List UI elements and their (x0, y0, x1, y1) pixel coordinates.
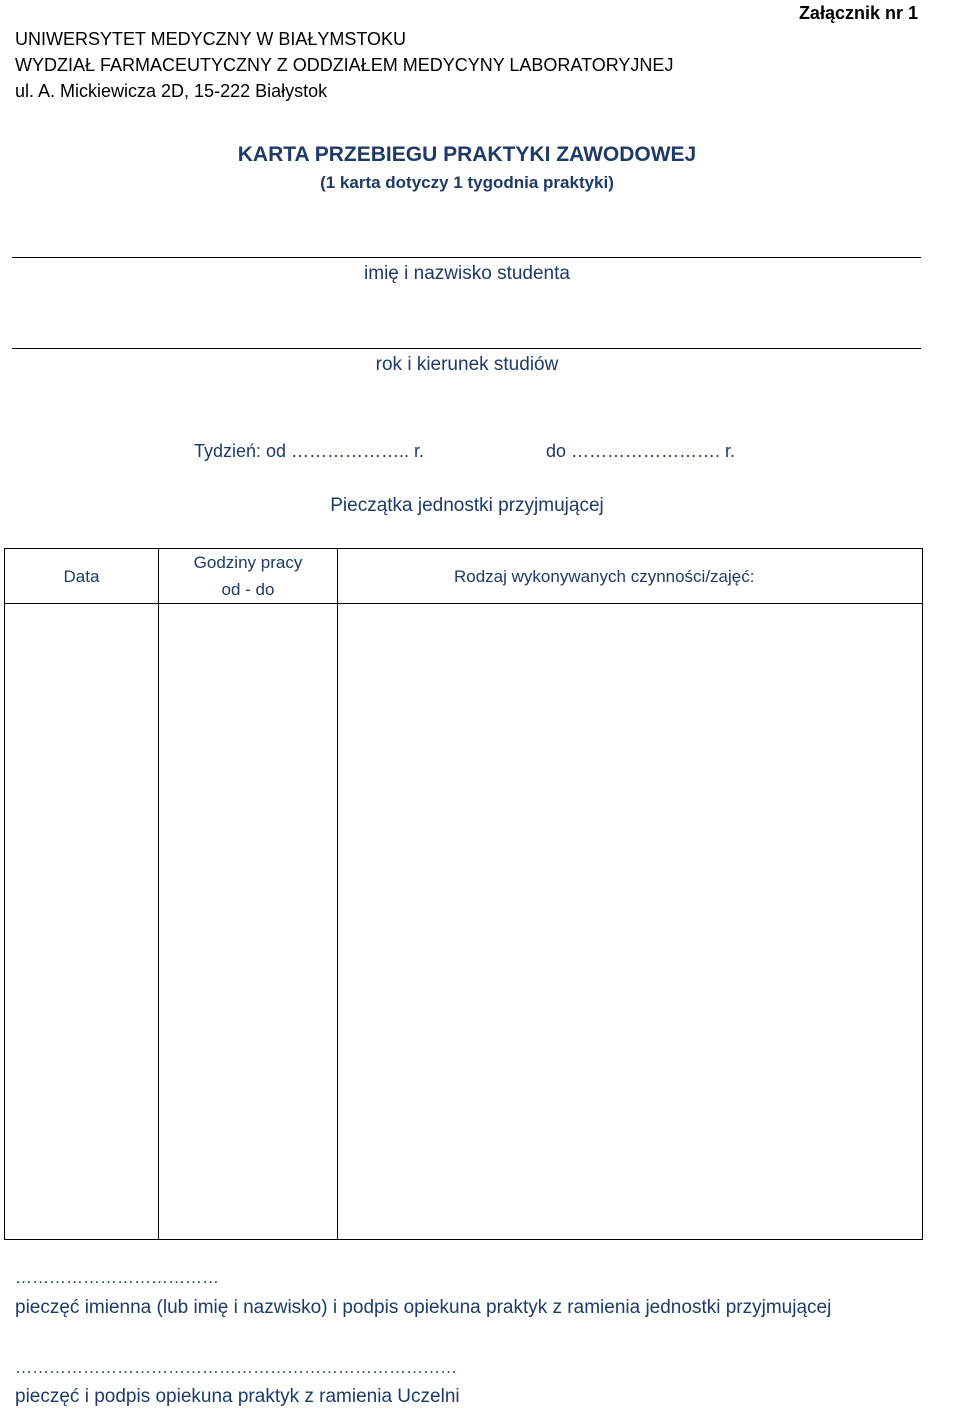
year-field-label: rok i kierunek studiów (375, 354, 559, 375)
column-header-hours (159, 549, 338, 604)
table-header-row (5, 549, 923, 604)
page-subtitle: (1 karta dotyczy 1 tygodnia praktyki) (320, 173, 614, 192)
hours-cell[interactable] (159, 604, 338, 1240)
stamp-label: Pieczątka jednostki przyjmującej (330, 495, 604, 516)
column-header-activity: Rodzaj wykonywanych czynności/zajęć: (338, 549, 923, 604)
year-field-line[interactable] (12, 348, 921, 349)
faculty-name: WYDZIAŁ FARMACEUTYCZNY Z ODDZIAŁEM MEDYCYNY LABORATORYJNEJ (15, 55, 674, 75)
date-cell[interactable] (5, 604, 159, 1240)
week-from-field[interactable]: Tydzień: od ……………….. r. (194, 441, 425, 461)
column-header-hours-line2: od - do (221, 580, 275, 599)
unit-supervisor-signature-label: pieczęć imienna (lub imię i nazwisko) i podpis opiekuna praktyk z ramienia jednostki przyjmującej (15, 1297, 832, 1318)
annex-label: Załącznik nr 1 (798, 3, 918, 23)
activity-cell[interactable] (338, 604, 923, 1240)
page-title: KARTA PRZEBIEGU PRAKTYKI ZAWODOWEJ (237, 143, 697, 166)
activity-log-table (4, 548, 923, 1240)
unit-signature-line[interactable]: ……………………………… (15, 1268, 219, 1287)
table-row (5, 604, 923, 1240)
university-signature-line[interactable]: …………………………………………………………………… (15, 1358, 457, 1377)
column-header-date: Data (5, 549, 159, 604)
student-name-line[interactable] (12, 257, 921, 258)
university-supervisor-signature-label: pieczęć i podpis opiekuna praktyk z ramienia Uczelni (15, 1386, 460, 1407)
student-name-label: imię i nazwisko studenta (364, 263, 570, 284)
column-header-hours-line1: Godziny pracy (193, 553, 303, 572)
university-name: UNIWERSYTET MEDYCZNY W BIAŁYMSTOKU (15, 29, 407, 49)
week-to-field[interactable]: do ……………………. r. (546, 441, 736, 461)
address: ul. A. Mickiewicza 2D, 15-222 Białystok (15, 81, 328, 101)
